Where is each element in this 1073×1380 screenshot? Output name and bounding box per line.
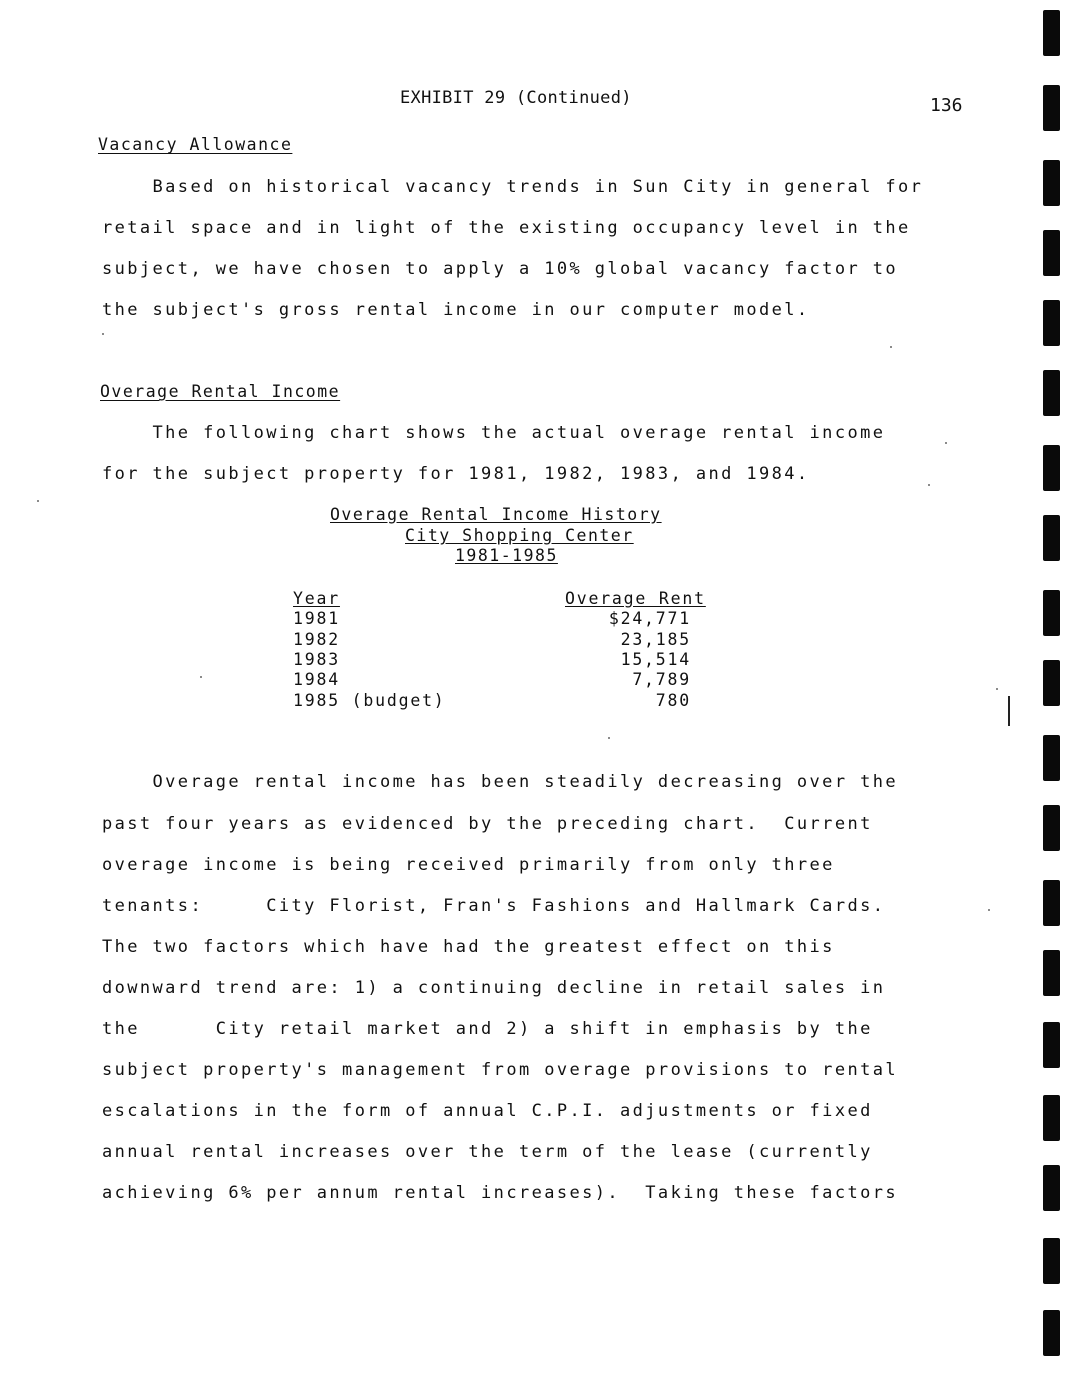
paragraph-line: subject property's management from overage provisions to rental (102, 1060, 898, 1080)
binding-mark (1043, 590, 1060, 636)
cell-rent: 7,789 (632, 670, 691, 689)
scan-speck (988, 909, 990, 911)
column-header-rent: Overage Rent (565, 589, 706, 608)
binding-mark (1043, 1310, 1060, 1356)
paragraph-line: downward trend are: 1) a continuing decline in retail sales in (102, 978, 886, 998)
scan-speck (608, 737, 610, 739)
binding-mark (1043, 950, 1060, 996)
scan-speck (996, 688, 998, 690)
scan-speck (200, 676, 202, 678)
paragraph-line: the subject's gross rental income in our computer model. (102, 300, 810, 320)
paragraph-line: the City retail market and 2) a shift in emphasis by the (102, 1019, 873, 1039)
binding-mark (1043, 370, 1060, 416)
cell-rent: 23,185 (620, 630, 691, 649)
scan-artifact-line (1008, 696, 1010, 726)
paragraph-line: The following chart shows the actual overage rental income (102, 423, 886, 443)
binding-mark (1043, 880, 1060, 926)
paragraph-line: retail space and in light of the existing occupancy level in the (102, 218, 911, 238)
scan-speck (37, 500, 39, 502)
cell-year: 1984 (293, 670, 340, 689)
paragraph-line: The two factors which have had the greatest effect on this (102, 937, 835, 957)
binding-mark (1043, 1095, 1060, 1141)
column-header-year: Year (293, 589, 340, 608)
scan-speck (890, 346, 892, 348)
cell-year: 1982 (293, 630, 340, 649)
paragraph-line: subject, we have chosen to apply a 10% global vacancy factor to (102, 259, 898, 279)
cell-year: 1985 (budget) (293, 691, 446, 710)
page-number: 136 (930, 95, 963, 116)
cell-year: 1983 (293, 650, 340, 669)
paragraph-line: Based on historical vacancy trends in Sun City in general for (102, 177, 924, 197)
section-heading-vacancy: Vacancy Allowance (98, 135, 293, 154)
table-subtitle: City Shopping Center (405, 526, 634, 545)
cell-rent: $24,771 (608, 609, 691, 628)
binding-mark (1043, 515, 1060, 561)
binding-mark (1043, 300, 1060, 346)
paragraph-line: Overage rental income has been steadily decreasing over the (102, 772, 898, 792)
cell-rent: 780 (655, 691, 691, 710)
scan-speck (102, 333, 104, 335)
binding-mark (1043, 1238, 1060, 1284)
table-title: Overage Rental Income History (330, 505, 662, 524)
scan-speck (928, 484, 930, 486)
section-heading-overage: Overage Rental Income (100, 382, 341, 401)
paragraph-line: for the subject property for 1981, 1982, 1983, and 1984. (102, 464, 810, 484)
binding-mark (1043, 445, 1060, 491)
scan-speck (945, 442, 947, 444)
binding-mark (1043, 160, 1060, 206)
page-title: EXHIBIT 29 (Continued) (400, 88, 632, 108)
paragraph-line: escalations in the form of annual C.P.I. adjustments or fixed (102, 1101, 873, 1121)
binding-mark (1043, 805, 1060, 851)
table-period: 1981-1985 (455, 546, 558, 565)
paragraph-line: past four years as evidenced by the preceding chart. Current (102, 814, 873, 834)
paragraph-line: annual rental increases over the term of the lease (currently (102, 1142, 873, 1162)
cell-rent: 15,514 (620, 650, 691, 669)
binding-mark (1043, 230, 1060, 276)
binding-mark (1043, 1165, 1060, 1211)
cell-year: 1981 (293, 609, 340, 628)
paragraph-line: overage income is being received primarily from only three (102, 855, 835, 875)
binding-mark (1043, 735, 1060, 781)
paragraph-line: tenants: City Florist, Fran's Fashions and Hallmark Cards. (102, 896, 886, 916)
paragraph-line: achieving 6% per annum rental increases). Taking these factors (102, 1183, 898, 1203)
binding-mark (1043, 10, 1060, 56)
binding-mark (1043, 660, 1060, 706)
binding-mark (1043, 85, 1060, 131)
binding-mark (1043, 1022, 1060, 1068)
